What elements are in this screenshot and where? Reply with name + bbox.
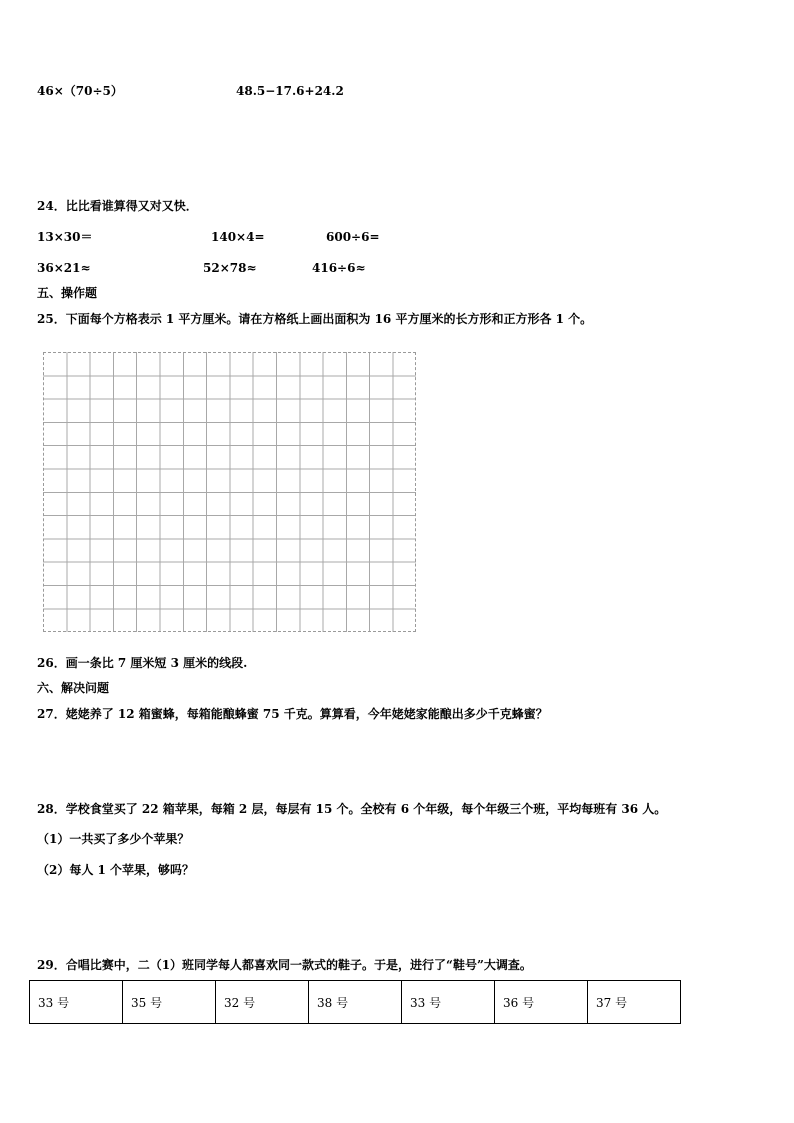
q24-r2-c3: 416÷6≈: [312, 261, 366, 275]
q25-text: 25．下面每个方格表示 1 平方厘米。请在方格纸上画出面积为 16 平方厘米的长方形和正方形各 1 个。: [37, 312, 593, 326]
q24-r1-c1: 13×30＝: [37, 230, 93, 244]
q24-r1-c2: 140×4=: [211, 230, 265, 244]
q27-text: 27．姥姥养了 12 箱蜜蜂，每箱能酿蜂蜜 75 千克。算算看，今年姥姥家能酿出多少千克蜂蜜？: [37, 707, 548, 721]
table-row: [30, 981, 681, 1024]
q23-expression-b: 48.5−17.6+24.2: [236, 84, 344, 98]
table-cell: 38 号: [309, 981, 402, 1024]
table-cell: 32 号: [216, 981, 309, 1024]
table-cell: 33 号: [30, 981, 123, 1024]
table-cell: 33 号: [402, 981, 495, 1024]
q26-text: 26．画一条比 7 厘米短 3 厘米的线段.: [37, 656, 248, 670]
q28-text: 28．学校食堂买了 22 箱苹果，每箱 2 层，每层有 15 个。全校有 6 个年级，每个年级三个班，平均每班有 36 人。: [37, 802, 667, 816]
square-grid-paper: [43, 352, 416, 632]
table-cell: 35 号: [123, 981, 216, 1024]
section-5-heading: 五、操作题: [37, 286, 98, 300]
q23-expression-a: 46×（70÷5）: [37, 84, 123, 98]
table-cell: 36 号: [495, 981, 588, 1024]
q29-text: 29．合唱比赛中，二（1）班同学每人都喜欢同一款式的鞋子。于是，进行了“鞋号”大调查。: [37, 958, 532, 972]
q28-sub2: （2）每人 1 个苹果，够吗？: [37, 863, 195, 877]
q28-sub1: （1）一共买了多少个苹果？: [37, 832, 190, 846]
q24-title: 24．比比看谁算得又对又快．: [37, 199, 198, 213]
shoe-size-table: [29, 980, 681, 1024]
table-cell: 37 号: [588, 981, 681, 1024]
q24-r2-c1: 36×21≈: [37, 261, 91, 275]
q24-r2-c2: 52×78≈: [203, 261, 257, 275]
q24-r1-c3: 600÷6=: [326, 230, 380, 244]
section-6-heading: 六、解决问题: [37, 681, 110, 695]
